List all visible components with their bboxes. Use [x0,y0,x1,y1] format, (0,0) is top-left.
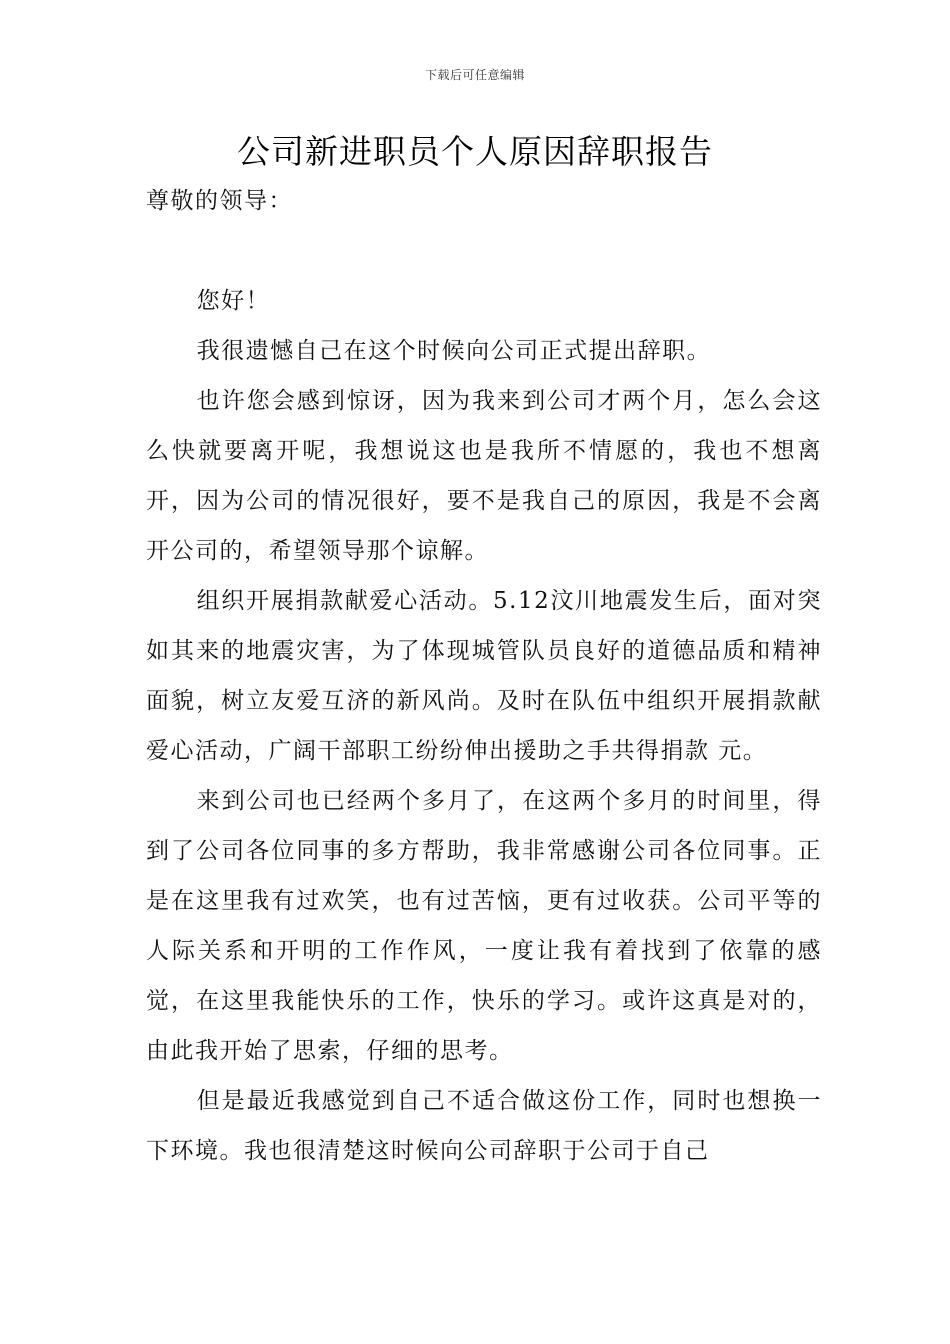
paragraph-3: 组织开展捐款献爱心活动。5.12汶川地震发生后，面对突如其来的地震灾害，为了体现城管队员良好的道德品质和精神面貌，树立友爱互济的新风尚。及时在队伍中组织开展捐款献爱心活动，广阔干部职工纷纷伸出援助之手共得捐款 元。 [146,588,822,764]
document-title: 公司新进职员个人原因辞职报告 [237,132,713,171]
paragraph-5: 但是最近我感觉到自己不适合做这份工作，同时也想换一下环境。我也很清楚这时候向公司辞职于公司于自己 [146,1088,822,1164]
greeting: 您好！ [196,288,271,314]
paragraph-2: 也许您会感到惊讶，因为我来到公司才两个月，怎么会这么快就要离开呢，我想说这也是我所不情愿的，我也不想离开，因为公司的情况很好，要不是我自己的原因，我是不会离开公司的，希望领导那个谅解。 [146,388,822,564]
letter-body [146,176,822,1176]
paragraph-1: 我很遗憾自己在这个时候向公司正式提出辞职。 [196,338,712,364]
header-note: 下载后可任意编辑 [424,68,525,82]
salutation: 尊敬的领导： [146,188,293,214]
paragraph-4: 来到公司也已经两个多月了，在这两个多月的时间里，得到了公司各位同事的多方帮助，我非常感谢公司各位同事。正是在这里我有过欢笑，也有过苦恼，更有过收获。公司平等的人际关系和开明的工作作风，一度让我有着找到了依靠的感觉，在这里我能快乐的工作，快乐的学习。或许这真是对的，由此我开始了思索，仔细的思考。 [146,788,822,1064]
